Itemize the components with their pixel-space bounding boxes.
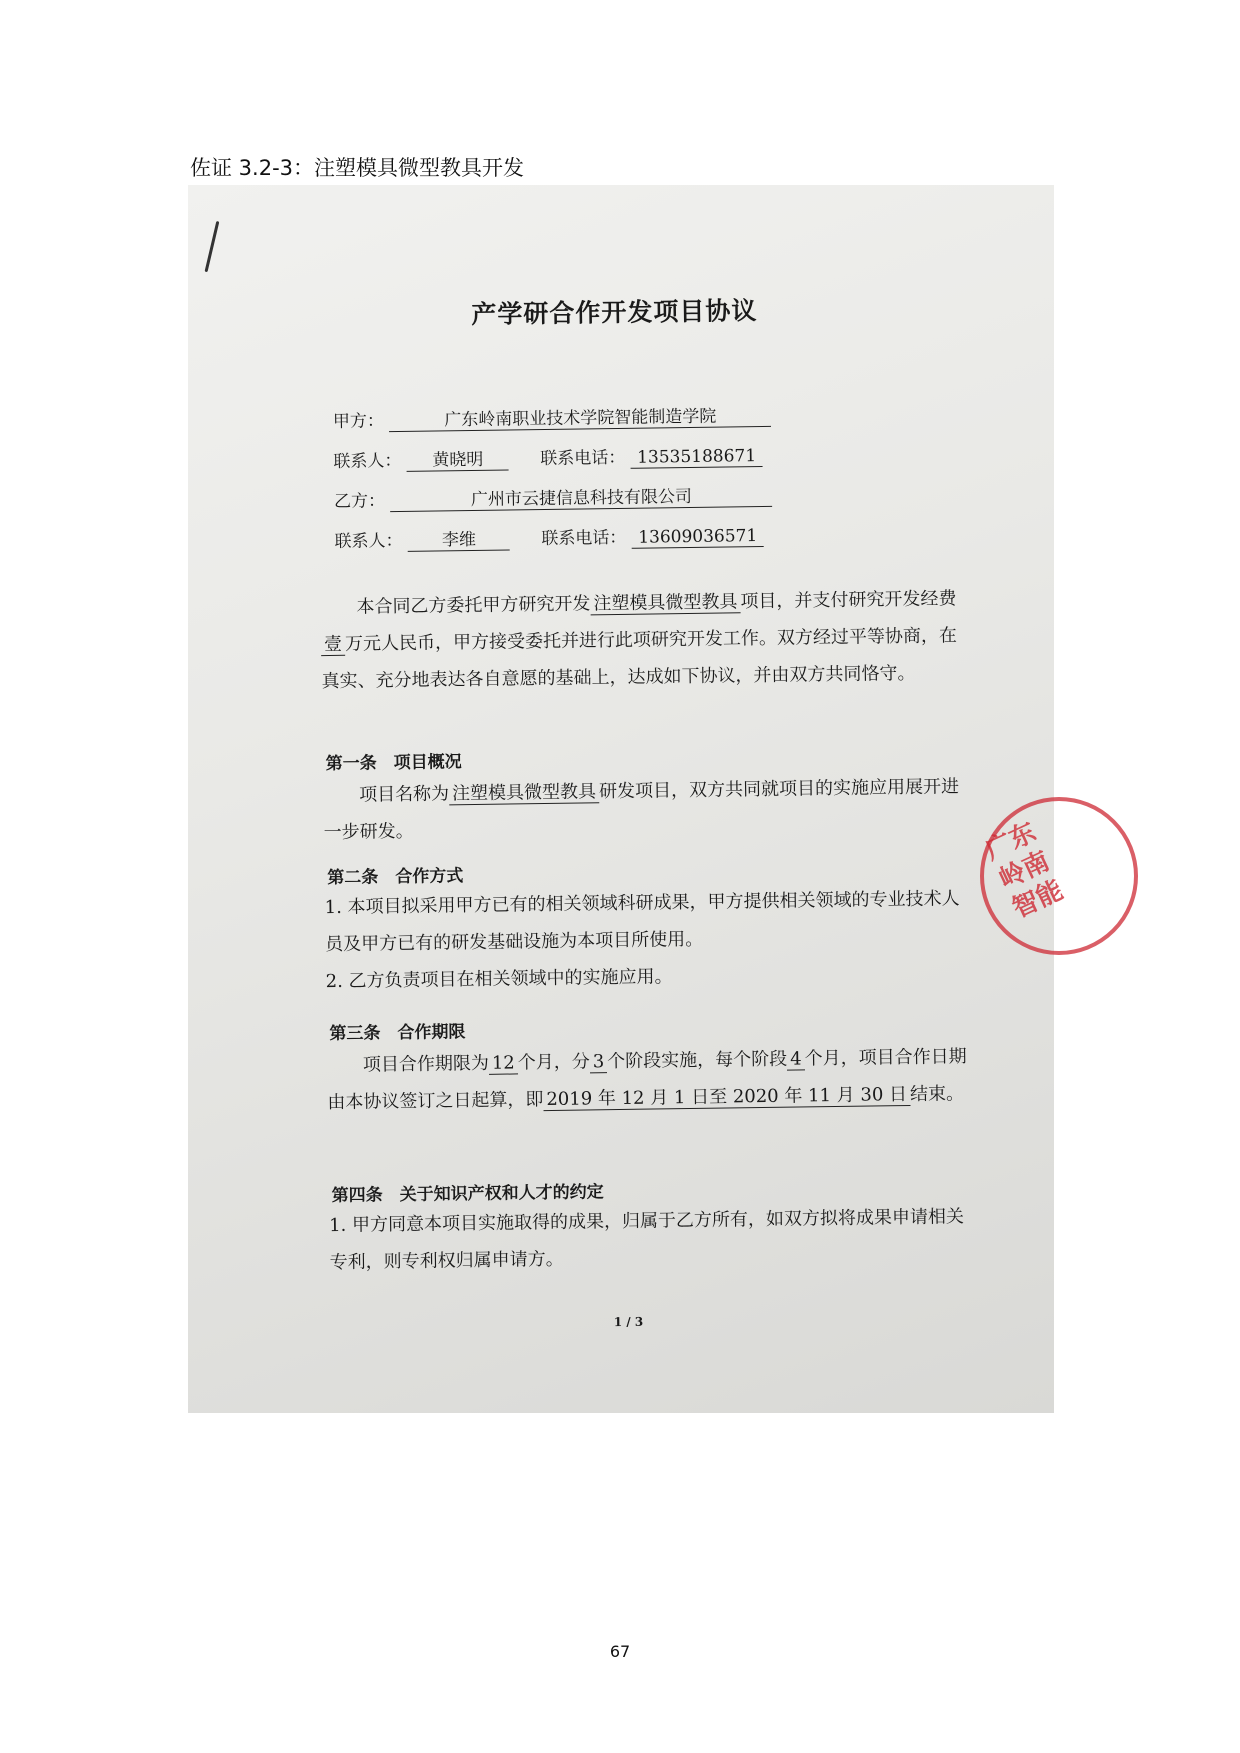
intro-fee: 壹 xyxy=(321,634,345,656)
intro-paragraph xyxy=(320,580,971,700)
party-a-contact-row xyxy=(333,441,763,473)
party-a-name: 广东岭南职业技术学院智能制造学院 xyxy=(389,401,771,432)
article-1-paragraph xyxy=(323,768,974,851)
contract-title: 产学研合作开发项目协议 xyxy=(471,296,758,329)
intro-text-1: 本合同乙方委托甲方研究开发 xyxy=(356,593,591,618)
art1-project-name: 注塑模具微型教具 xyxy=(449,781,599,805)
intro-text-2: 项目，并支付研究开发经费 xyxy=(740,588,957,613)
party-a-phone: 13535188671 xyxy=(631,446,763,469)
art3-text-5: 结束。 xyxy=(909,1083,965,1105)
page-number: 67 xyxy=(609,1642,631,1661)
art3-stages: 3 xyxy=(590,1051,608,1073)
party-b-name: 广州市云捷信息科技有限公司 xyxy=(390,481,772,512)
evidence-caption: 佐证 3.2-3：注塑模具微型教具开发 xyxy=(190,156,525,180)
article-2-item-2: 2. 乙方负责项目在相关领域中的实施应用。 xyxy=(325,966,673,993)
art1-text-2: 研发项目，双方共同就项目的实施应用展开进一步研发。 xyxy=(323,776,960,844)
article-2-heading: 第二条 合作方式 xyxy=(327,866,464,889)
party-a-contact-label: 联系人： xyxy=(333,450,402,472)
red-seal-stamp xyxy=(980,797,1138,955)
article-4-item-1: 1. 甲方同意本项目实施取得的成果，归属于乙方所有，如双方拟将成果申请相关专利，则专利权归属申请方。 xyxy=(328,1206,965,1274)
intro-text-3: 万元人民币，甲方接受委托并进行此项研究开发工作。双方经过平等协商，在真实、充分地表达各自意愿的基础上，达成如下协议，并由双方共同恪守。 xyxy=(321,625,958,693)
art3-text-1: 项目合作期限为 xyxy=(362,1052,490,1076)
party-a-label: 甲方： xyxy=(332,411,385,432)
party-b-phone-label: 联系电话： xyxy=(541,527,627,550)
art3-text-4: 个月，项目合作日期由本协议签订之日起算，即 xyxy=(327,1046,967,1114)
intro-project-name: 注塑模具微型教具 xyxy=(590,591,740,615)
art3-text-3: 个阶段实施，每个阶段 xyxy=(607,1048,788,1073)
party-b-contact-row xyxy=(334,521,764,553)
art3-months: 12 xyxy=(489,1052,518,1074)
art1-text-1: 项目名称为 xyxy=(358,783,450,806)
party-b-row xyxy=(334,481,773,513)
party-b-contact-label: 联系人： xyxy=(334,530,403,552)
pen-stroke-mark xyxy=(205,221,220,272)
party-b-contact: 李维 xyxy=(408,524,510,551)
party-a-row xyxy=(333,401,772,433)
seal-text: 广东岭南智能 xyxy=(980,817,1068,925)
article-1-heading: 第一条 项目概况 xyxy=(325,752,462,775)
article-4-heading: 第四条 关于知识产权和人才的约定 xyxy=(331,1182,604,1207)
party-a-contact: 黄晓明 xyxy=(407,444,509,471)
art3-text-2: 个月，分 xyxy=(517,1051,590,1074)
party-b-label: 乙方： xyxy=(333,491,386,512)
party-a-phone-label: 联系电话： xyxy=(540,447,626,470)
contract-sheet xyxy=(180,179,1063,1419)
inner-page-indicator: 1 / 3 xyxy=(613,1314,644,1330)
article-3-paragraph xyxy=(327,1038,978,1121)
art3-dates: 2019 年 12 月 1 日至 2020 年 11 月 30 日 xyxy=(543,1084,910,1111)
article-2-item-1: 1. 本项目拟采用甲方已有的相关领域科研成果，甲方提供相关领域的专业技术人员及甲方已有的研发基础设施为本项目所使用。 xyxy=(324,888,960,956)
document-photo xyxy=(188,185,1068,1413)
party-b-phone: 13609036571 xyxy=(632,526,764,549)
art3-per-stage: 4 xyxy=(787,1048,805,1070)
article-3-heading: 第三条 合作期限 xyxy=(329,1022,466,1045)
